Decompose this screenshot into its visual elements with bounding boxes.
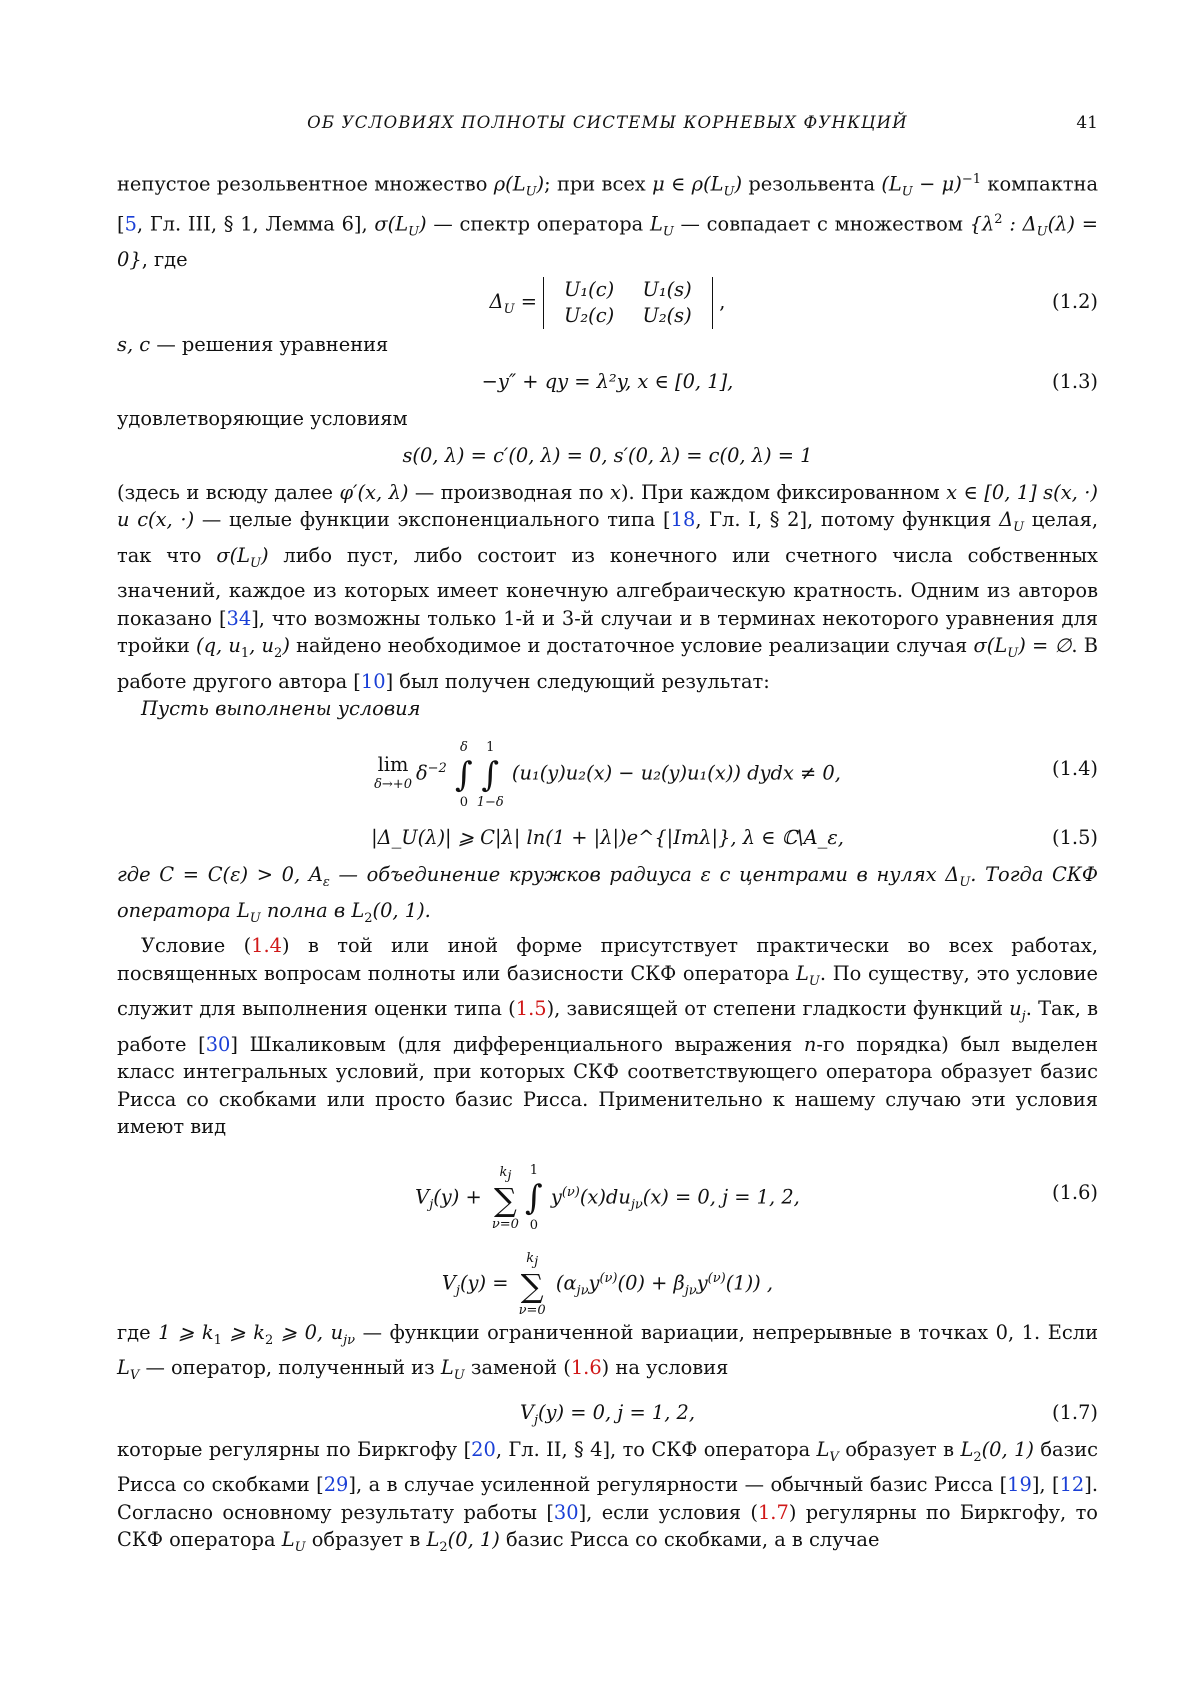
citation-link[interactable]: 18 [670, 508, 696, 532]
theorem-intro: Пусть выполнены условия [141, 697, 421, 721]
citation-link[interactable]: 34 [226, 606, 252, 630]
citation-link[interactable]: 29 [323, 1473, 349, 1497]
sc-line: s, c — решения уравнения [117, 333, 389, 357]
equation-tag: (1.3) [1052, 370, 1098, 394]
equation-1-3: −y″ + qy = λ²y, x ∈ [0, 1], (1.3) [117, 359, 1098, 405]
running-header [117, 113, 1098, 139]
equation-link[interactable]: 1.6 [570, 1356, 602, 1380]
equation-1-5: |Δ_U(λ)| ⩾ C|λ| ln(1 + |λ|)e^{|Imλ|}, λ ∈ ℂ\A_ε, (1.5) [117, 815, 1098, 861]
page-number: 41 [1076, 113, 1098, 133]
citation-link[interactable]: 5 [124, 212, 137, 236]
equation-link[interactable]: 1.5 [515, 997, 547, 1021]
theorem-conclusion: где C = C(ε) > 0, $A_\varepsilon$ — объединение кружков радиуса ε с центрами в нулях $\Delta_U$. Тогда СКФ оператора $L_U$ полна в $L_2(0$, 1). [117, 863, 1098, 926]
paragraph-4: Условие (1.4) в той или иной форме присутствует практически во всех работах, посвященных вопросам полноты или базисности СКФ оператора $L_U$. По существу, это условие служит для выполнения оценки типа (1.5), зависящей от степени гладкости функций $u_j$. Так, в работе [30] Шкаликовым (для дифференциального выражения n-го порядка) был выделен класс интегральных условий, при которых СКФ соответствующего оператора образует базис Рисса со скобками или просто базис Рисса. Применительно к нашему случаю эти условия имеют вид [117, 933, 1099, 1139]
equation-1-4: lim δ→+0 $\delta^{-2}$ δ ∫ 0 1 ∫ 1−δ (u₁(y)u₂(x) − u₂(y)u₁(x)) dydx ≠ 0, (1.4) [117, 723, 1098, 815]
citation-link[interactable]: 12 [1059, 1473, 1085, 1497]
citation-link[interactable]: 10 [360, 669, 386, 693]
paragraph-1: непустое резольвентное множество $\rho(L_U)$; при всех μ ∈ $\rho(L_U)$ резольвента $(L_U - \mu)^{-1}$ компактна [5, Гл. III, § 1, Лемма 6], $\sigma(L_U)$ — спектр оператора $L_U$ — совпадает с множеством {$\lambda^2$ : $\Delta_U(\lambda) = 0$}, где [117, 172, 1099, 271]
citation-link[interactable]: 30 [205, 1032, 231, 1056]
equation-tag: (1.7) [1052, 1400, 1098, 1424]
paragraph-6: которые регулярны по Биркгофу [20, Гл. II, § 4], то СКФ оператора $L_V$ образует в $L_2(0$, 1) базис Рисса со скобками [29], а в случае усиленной регулярности — обычный базис Рисса [19], [12]. Согласно основному результату работы [30], если условия (1.7) регулярны по Биркгофу, то СКФ оператора $L_U$ образует в $L_2(0$, 1) базис Рисса со скобками, а в случае [117, 1437, 1098, 1556]
initial-conditions: s(0, λ) = c′(0, λ) = 0, s′(0, λ) = c(0, λ) = 1 [402, 443, 813, 467]
satisfy-line: удовлетворяющие условиям [117, 407, 408, 431]
equation-link[interactable]: 1.7 [757, 1500, 789, 1524]
running-title: ОБ УСЛОВИЯХ ПОЛНОТЫ СИСТЕМЫ КОРНЕВЫХ ФУНКЦИЙ [307, 113, 908, 132]
equation-link[interactable]: 1.4 [251, 933, 282, 957]
paragraph-2: (здесь и всюду далее φ′(x, λ) — производная по x). При каждом фиксированном x ∈ [0, 1] s(x, ·) и c(x, ·) — целые функции экспоненциального типа [18, Гл. I, § 2], потому функция $\Delta_U$ целая, так что $\sigma(L_U)$ либо пуст, либо состоит из конечного или счетного числа собственных значений, каждое из которых имеет конечную алгебраическую кратность. Одним из авторов показано [34], что возможны только 1-й и 3-й случаи и в терминах некоторого уравнения для тройки (q, $u_1$, $u_2$) найдено необходимое и достаточное условие реализации случая $\sigma(L_U)$ = ∅. В работе другого автора [10] был получен следующий результат: [117, 480, 1099, 693]
main-text [117, 166, 1098, 1562]
page [117, 0, 1098, 1697]
equation-tag: (1.4) [1052, 757, 1098, 781]
citation-link[interactable]: 19 [1007, 1473, 1032, 1497]
equation-1-6-definition: $V_j(y)$ = $k_j$ ∑ ν=0 $(\alpha_{j\nu}y^{(\nu)}(0) + \beta_{j\nu}y^{(\nu)}(1))$ , [441, 1250, 774, 1319]
determinant: U₁(c) U₁(s) U₂(c) U₂(s) [543, 277, 713, 329]
equation-1-6: $V_j(y)$ + $k_j$ ∑ ν=0 1 ∫ 0 $y^{(\nu)}(x)du_{j\nu}(x) = 0$, j = 1, 2, (1.6) [117, 1147, 1098, 1239]
citation-link[interactable]: 30 [553, 1500, 579, 1524]
equation-tag: (1.2) [1052, 290, 1098, 314]
equation-1-2: $\Delta_U$ = U₁(c) U₁(s) U₂(c) U₂(s) , (1.2) [117, 273, 1098, 331]
equation-1-7: $V_j(y) = 0$, j = 1, 2, (1.7) [117, 1390, 1098, 1436]
equation-tag: (1.6) [1052, 1180, 1098, 1204]
citation-link[interactable]: 20 [471, 1437, 496, 1461]
equation-tag: (1.5) [1052, 826, 1098, 850]
paragraph-5: где 1 ⩾ $k_1$ ⩾ $k_2$ ⩾ 0, $u_{j\nu}$ — функции ограниченной вариации, непрерывные в точках 0, 1. Если $L_V$ — оператор, полученный из $L_U$ заменой (1.6) на условия [117, 1320, 1099, 1384]
